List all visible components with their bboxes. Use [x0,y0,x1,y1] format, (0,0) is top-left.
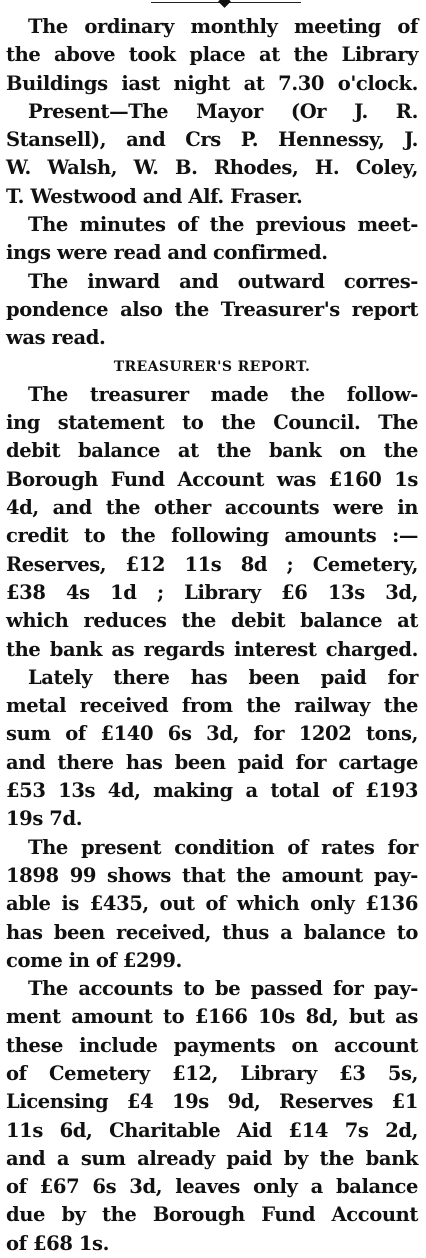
text-line: The inward and outward corres- [28,269,418,293]
text-line: ment amount to £166 10s 8d, but as [6,1005,418,1029]
text-line: the bank as regards interest charged. [6,637,418,661]
paragraph-accounts [6,975,418,1258]
paragraph-present [6,98,418,211]
text-line: T. Westwood and Alf. Fraser. [6,184,303,208]
text-line: of £67 6s 3d, leaves only a balance [6,1175,418,1199]
text-line: and a sum already paid by the bank [6,1146,418,1170]
text-line: Buildings iast night at 7.30 o'clock. [6,71,418,95]
text-line: Reserves, £12 11s 8d ; Cemetery, [6,552,418,576]
paragraph-rates [6,834,418,975]
section-heading: TREASURER'S REPORT. [113,358,311,375]
text-line: of Cemetery £12, Library £3 5s, [6,1061,418,1085]
text-line: which reduces the debit balance at [6,609,418,633]
text-line: The accounts to be passed for pay- [28,977,418,1001]
text-line: credit to the following amounts :— [6,524,418,548]
text-line: pondence also the Treasurer's report [6,297,418,321]
text-line: come in of £299. [6,948,182,972]
text-line: The minutes of the previous meet- [28,213,418,237]
text-line: ing statement to the Council. The [6,411,418,435]
newspaper-column [6,0,418,1255]
text-line: £53 13s 4d, making a total of £193 [6,779,418,803]
text-line: and there has been paid for cartage [6,750,418,774]
text-line: the above took place at the Library [6,43,418,67]
text-line: W. Walsh, W. B. Rhodes, H. Coley, [6,156,418,180]
text-line: Licensing £4 19s 9d, Reserves £1 [6,1090,418,1114]
text-line: debit balance at the bank on the [6,439,418,463]
text-line: ings were read and confirmed. [6,241,328,265]
paragraph-meeting [6,13,418,98]
text-line: Present—The Mayor (Or J. R. [28,99,418,123]
text-line: £38 4s 1d ; Library £6 13s 3d, [6,580,418,604]
text-line: sum of £140 6s 3d, for 1202 tons, [6,722,418,746]
text-line: able is £435, out of which only £136 [6,892,418,916]
text-line: Lately there has been paid for [28,665,418,689]
text-line: was read. [6,326,106,350]
text-line: Borough Fund Account was £160 1s [6,467,418,491]
paragraph-correspondence [6,268,418,353]
ornament-diamond [218,0,231,8]
text-line: 19s 7d. [6,807,83,831]
text-line: has been received, thus a balance to [6,920,418,944]
text-line: due by the Borough Fund Account [6,1203,418,1227]
text-line: Stansell), and Crs P. Hennessy, J. [6,128,418,152]
paragraph-metal-payment [6,664,418,834]
text-line: The ordinary monthly meeting of [28,15,418,38]
paragraph-treasurer-statement [6,381,418,664]
ornament-divider [6,0,418,10]
text-line: The present condition of rates for [28,835,418,859]
text-line: 11s 6d, Charitable Aid £14 7s 2d, [6,1118,418,1142]
text-line: The treasurer made the follow- [28,382,418,406]
text-line: these include payments on account [6,1033,418,1057]
text-line: 1898 99 shows that the amount pay- [6,863,418,887]
text-line: 4d, and the other accounts were in [6,496,418,520]
paragraph-minutes [6,211,418,268]
text-line: metal received from the railway the [6,694,418,718]
text-line: of £68 1s. [6,1231,110,1255]
article-body [6,13,418,1258]
